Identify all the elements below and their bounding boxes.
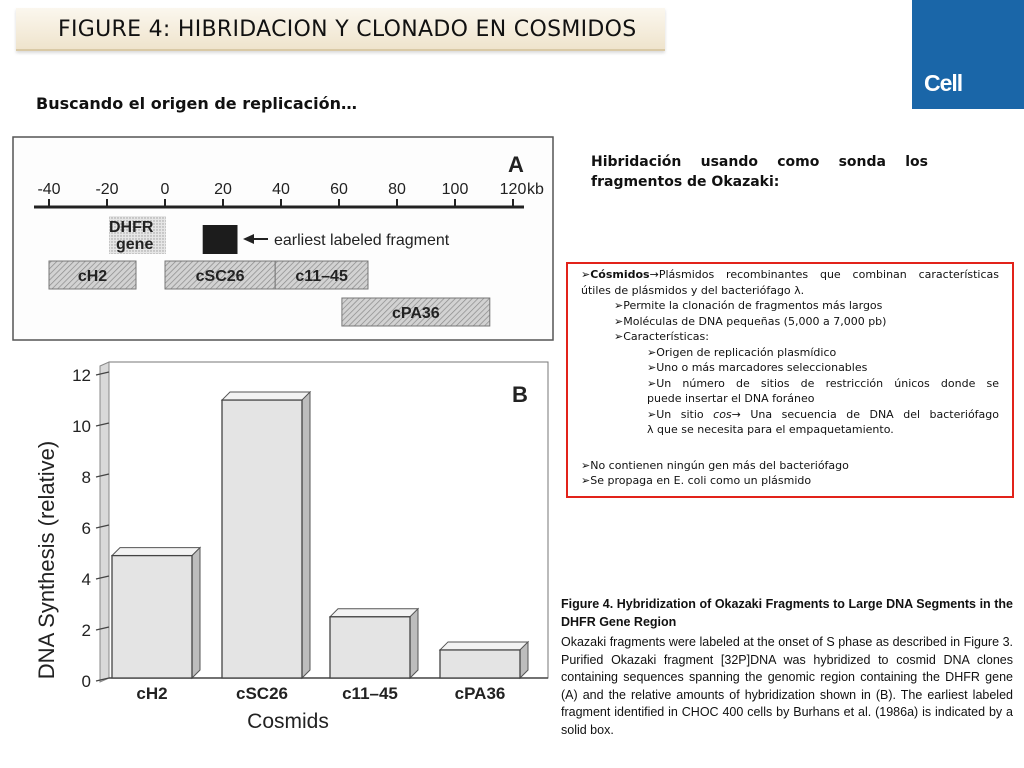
bar [222, 400, 302, 678]
axis-tick-label: -20 [95, 181, 119, 198]
cosmid-label: cH2 [77, 268, 108, 285]
x-tick-label: cPA36 [454, 684, 506, 703]
axis-tick-label: -40 [37, 181, 61, 198]
bullet-arrow-icon: ➢ [581, 474, 591, 487]
bar-top [222, 392, 310, 400]
right-arrow-icon: → [731, 407, 741, 421]
gene-label-line-1: DHFR [109, 219, 154, 236]
cosmid-info-box [566, 262, 1014, 498]
bar-side [410, 609, 418, 678]
x-tick-label: cH2 [136, 684, 168, 703]
slide-subtitle: Buscando el origen de replicación… [36, 94, 358, 113]
hybridization-line-1: Hibridación usando como sonda los [591, 154, 928, 170]
list-item-text: Moléculas de DNA pequeñas (5,000 a 7,000 pb) [623, 314, 887, 328]
bullet-arrow-icon: ➢ [581, 268, 591, 281]
restriction-text-1: Un número de sitios de restricción únicos donde se [656, 376, 999, 390]
x-tick-label: cSC26 [236, 684, 288, 703]
y-tick-label: 8 [81, 468, 91, 487]
list-item-text: No contienen ningún gen más del bacteriófago [590, 458, 849, 472]
y-tick-label: 2 [81, 621, 91, 640]
list-item [581, 458, 999, 474]
list-item-text: Se propaga en E. coli como un plásmido [590, 474, 812, 487]
cos-text: Una secuencia de DNA del bacteriófago [750, 407, 999, 421]
bar-side [302, 392, 310, 678]
sub-list-item [581, 376, 999, 392]
sub-list-item [581, 345, 999, 361]
caption-title: Figure 4. Hybridization of Okazaki Fragments to Large DNA Segments in the DHFR Gene Region [561, 597, 1013, 629]
slide-title: FIGURE 4: HIBRIDACION Y CLONADO EN COSMIDOS [58, 17, 637, 42]
cosmid-label: cPA36 [391, 305, 440, 322]
list-item [581, 329, 999, 345]
restriction-text-2: puede insertar el DNA foráneo [647, 392, 815, 405]
list-item-text: Permite la clonación de fragmentos más largos [623, 299, 883, 312]
x-axis-title: Cosmids [247, 710, 329, 733]
panel-b-label: B [512, 382, 528, 407]
list-item-text: Características: [623, 330, 709, 343]
right-arrow-icon: → [649, 268, 659, 281]
bullet-arrow-icon: ➢ [647, 345, 657, 359]
cos-text-2: λ que se necesita para el empaquetamiento. [647, 423, 894, 436]
hybridization-text [591, 152, 928, 192]
bar-top [330, 609, 418, 617]
cosmid-definition-line-1 [581, 267, 999, 283]
cos-prefix: Un sitio [656, 407, 704, 421]
bar [112, 556, 192, 678]
list-item [581, 314, 999, 330]
y-tick-label: 12 [72, 366, 91, 385]
earliest-fragment-box [203, 225, 238, 254]
caption-body: Okazaki fragments were labeled at the onset of S phase as described in Figure 3. Purified Okazaki fragment [32P]DNA was hybridized to cosmid DNA clones containing sequences spanning the genomic region containing the DHFR gene (A) and the relative amounts of hybridization shown in (B). The earliest labeled fragment identified in CHOC 400 cells by Burhans et al. (1986a) is indicated by a solid box. [561, 635, 1013, 737]
y-axis-title: DNA Synthesis (relative) [34, 440, 59, 680]
cos-term: cos [713, 407, 732, 421]
bullet-arrow-icon: ➢ [614, 299, 624, 312]
y-tick-label: 10 [72, 417, 91, 436]
cosmidos-term: Cósmidos [590, 268, 650, 281]
title-bar [16, 8, 665, 51]
cosmid-label: c11–45 [295, 268, 348, 285]
sub-list-item [581, 407, 999, 423]
bullet-arrow-icon: ➢ [647, 376, 657, 390]
cosmid-map-panel [12, 136, 555, 342]
list-item [581, 473, 999, 489]
sub-list-item-text: Uno o más marcadores seleccionables [656, 361, 868, 374]
list-item [581, 298, 999, 314]
bar-side [192, 548, 200, 678]
gene-label-line-2: gene [116, 236, 154, 253]
cosmid-definition-text-1: Plásmidos recombinantes que combinan características [658, 268, 999, 281]
bullet-arrow-icon: ➢ [647, 407, 657, 421]
bar-top [112, 548, 200, 556]
bullet-arrow-icon: ➢ [581, 458, 591, 472]
bullet-arrow-icon: ➢ [647, 361, 657, 374]
cosmid-definition-text-2: útiles de plásmidos y del bacteriófago λ. [581, 283, 805, 297]
axis-tick-label: 100 [441, 181, 469, 198]
axis-tick-label: 60 [330, 181, 348, 198]
axis-tick-label: 0 [160, 181, 170, 198]
figure-caption [561, 596, 1013, 742]
axis-tick-label: 80 [388, 181, 406, 198]
axis-tick-label: 20 [214, 181, 232, 198]
axis-tick-label: 120 [499, 181, 527, 198]
bar [440, 650, 520, 678]
hybridization-line-2: fragmentos de Okazaki: [591, 174, 780, 190]
cell-logo-text: Cell [924, 70, 963, 96]
y-tick-label: 4 [81, 570, 91, 589]
plot-depth-wall [100, 362, 109, 682]
dna-synthesis-chart [14, 352, 552, 740]
axis-unit-label: kb [527, 181, 544, 198]
y-tick-label: 0 [81, 672, 91, 691]
cosmid-label: cSC26 [195, 268, 245, 285]
bar [330, 617, 410, 678]
bullet-arrow-icon: ➢ [614, 330, 624, 343]
sub-list-item-text: Origen de replicación plasmídico [656, 345, 837, 359]
bar-top [440, 642, 528, 650]
axis-tick-label: 40 [272, 181, 290, 198]
sub-list-item [581, 360, 999, 376]
panel-a-label: A [508, 152, 524, 177]
fragment-label: earliest labeled fragment [274, 232, 450, 249]
y-tick-label: 6 [81, 519, 91, 538]
bullet-arrow-icon: ➢ [614, 314, 624, 328]
x-tick-label: c11–45 [342, 684, 398, 703]
cell-logo [912, 0, 1024, 109]
